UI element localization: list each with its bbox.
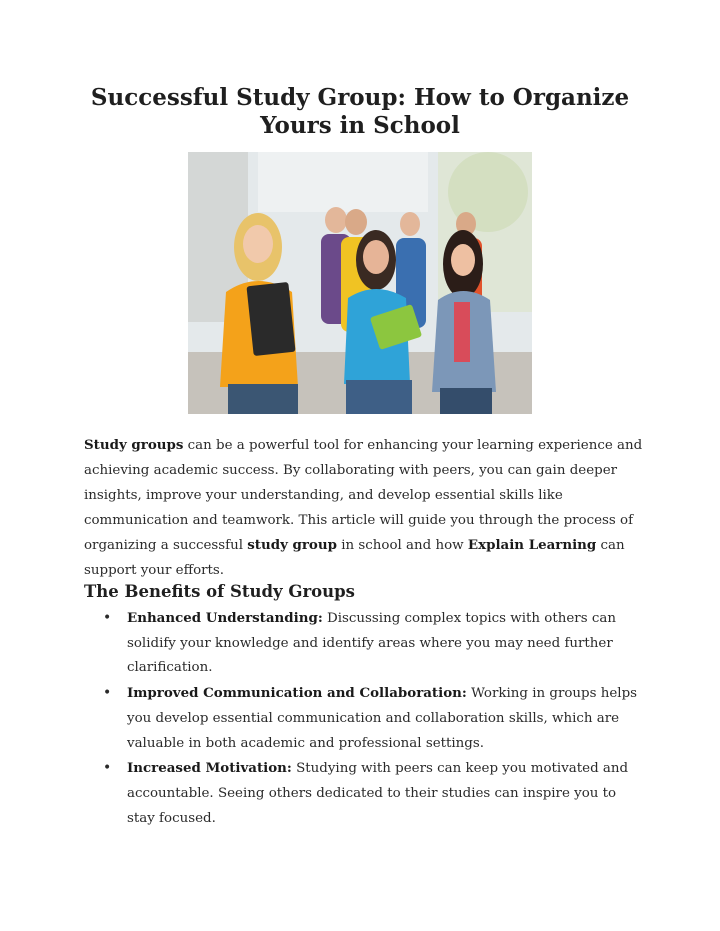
benefit-text: Working in groups helps you develop essential communication and collaboration skills, which are valuable in both academic and professional settings. [127,686,638,751]
bullet-icon: • [103,760,112,777]
list-item [84,756,644,831]
benefits-list [84,606,644,831]
intro-text-1: can be a powerful tool for enhancing your learning experience and achieving academic success. By collaborating with peers, you can gain deeper insights, improve your understanding, and develop essential skills like communication and teamwork. This article will guide you through the process of organizing a successful [84,438,643,553]
benefit-text: Studying with peers can keep you motivated and accountable. Seeing others dedicated to their studies can inspire you to stay focused. [127,761,629,826]
benefit-title: Improved Communication and Collaboration: [127,685,467,702]
benefit-text: Discussing complex topics with others can solidify your knowledge and identify areas where you may need further clarification. [127,611,616,676]
bullet-icon: • [103,610,112,626]
intro-paragraph [84,433,644,583]
students-photo-icon [188,152,532,414]
benefit-title: Increased Motivation: [127,760,292,777]
list-item [84,681,644,756]
hero-image [188,152,532,414]
benefit-title: Enhanced Understanding: [127,610,323,626]
page-title: Successful Study Group: How to Organize Yours in School [90,84,630,139]
intro-term-study-group: study group [247,537,337,553]
intro-text-3: can support your efforts. [84,538,625,578]
intro-text-2: in school and how [336,538,468,553]
benefits-heading: The Benefits of Study Groups [84,582,355,601]
bullet-icon: • [103,685,112,702]
intro-term-study-groups: Study groups [84,437,184,453]
list-item [84,606,644,681]
intro-term-explain-learning: Explain Learning [467,537,597,553]
